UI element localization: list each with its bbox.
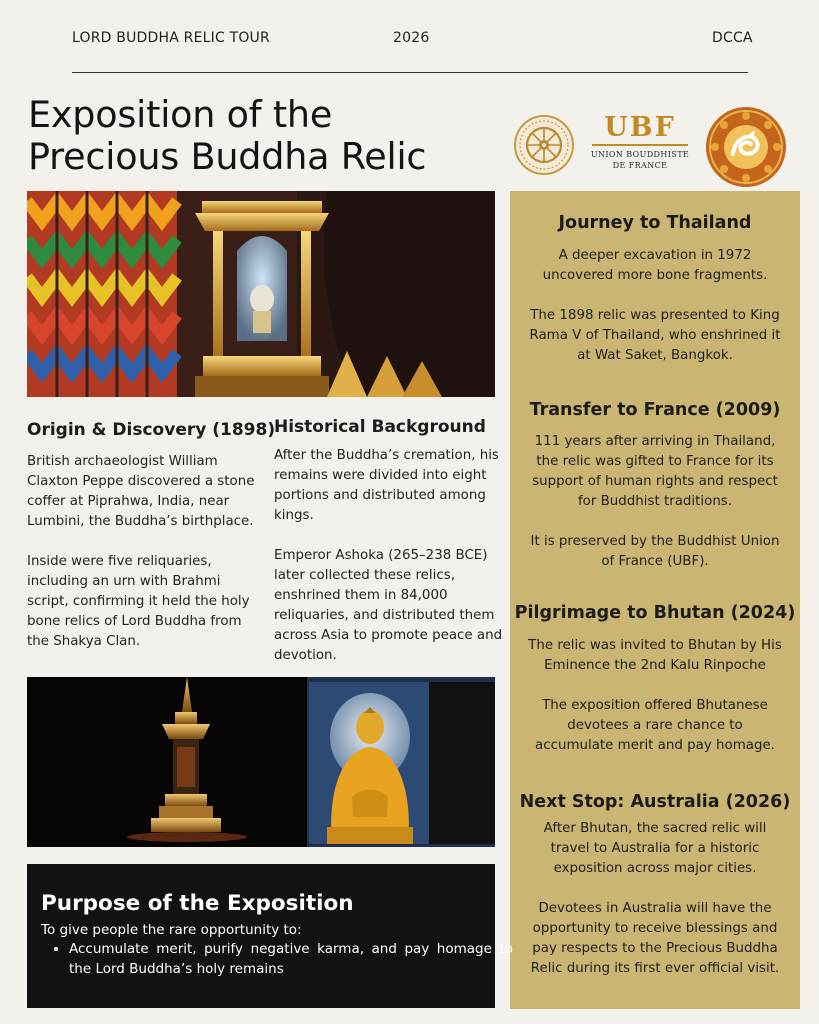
purpose-box <box>27 864 513 1008</box>
origin-heading: Origin & Discovery (1898) <box>27 420 276 440</box>
dharma-wheel-logo-icon <box>513 114 575 176</box>
australia-paragraph-2: Devotees in Australia will have the opportunity to receive blessings and pay respects to the Precious Buddha Relic during its first ever official visit. <box>530 901 780 976</box>
history-timeline-panel <box>510 191 800 1009</box>
history-body <box>274 446 512 686</box>
purpose-list <box>41 939 513 979</box>
page-title-line-1: Exposition of the <box>28 93 333 136</box>
dragon-seal-logo-icon <box>705 106 787 188</box>
france-section <box>510 400 800 592</box>
header-org: DCCA <box>712 30 753 46</box>
bhutan-paragraph-2: The exposition offered Bhutanese devotees a rare chance to accumulate merit and pay homage. <box>535 698 775 753</box>
bhutan-section <box>510 603 800 776</box>
australia-paragraph-1: After Bhutan, the sacred relic will travel to Australia for a historic exposition across major cities. <box>543 821 767 876</box>
header-tour-name: LORD BUDDHA RELIC TOUR <box>72 30 270 46</box>
page-title <box>28 94 426 178</box>
header-divider <box>72 72 748 73</box>
journey-paragraph-2: The 1898 relic was presented to King Rama V of Thailand, who enshrined it at Wat Saket, Bangkok. <box>529 308 781 363</box>
ubf-logo-line-2: DE FRANCE <box>612 161 668 170</box>
australia-section <box>510 792 800 999</box>
ubf-logo-rule <box>592 144 688 146</box>
purpose-intro: To give people the rare opportunity to: <box>41 922 302 938</box>
history-paragraph-1: After the Buddha’s cremation, his remains were divided into eight portions and distributed among kings. <box>274 448 499 523</box>
history-paragraph-2: Emperor Ashoka (265–238 BCE) later collected these relics, enshrined them in 84,000 reliquaries, and distributed them across Asia to promote peace and devotion. <box>274 548 503 663</box>
page-title-line-2: Precious Buddha Relic <box>28 135 427 178</box>
france-paragraph-1: 111 years after arriving in Thailand, the relic was gifted to France for its support of human rights and respect for Buddhist traditions. <box>532 434 778 509</box>
origin-paragraph-2: Inside were five reliquaries, including an urn with Brahmi script, confirming it held the holy bone relics of Lord Buddha from the Shakya Clan. <box>27 554 250 649</box>
purpose-heading: Purpose of the Exposition <box>41 891 354 916</box>
journey-paragraph-1: A deeper excavation in 1972 uncovered more bone fragments. <box>542 248 768 283</box>
australia-heading: Next Stop: Australia (2026) <box>519 792 791 812</box>
reliquary-and-buddha-photos <box>27 677 495 847</box>
bhutan-paragraph-1: The relic was invited to Bhutan by His Eminence the 2nd Kalu Rinpoche <box>528 638 782 673</box>
journey-section <box>510 213 800 386</box>
ubf-logo-mark: UBF <box>604 112 676 143</box>
france-heading: Transfer to France (2009) <box>529 400 781 420</box>
purpose-bullet-1: • Accumulate merit, purify negative karma, and pay homage to the Lord Buddha’s holy remains <box>69 939 513 979</box>
history-heading: Historical Background <box>274 417 486 437</box>
relic-shrine-photo <box>27 191 495 397</box>
journey-heading: Journey to Thailand <box>558 213 752 233</box>
bhutan-heading: Pilgrimage to Bhutan (2024) <box>514 603 796 623</box>
france-paragraph-2: It is preserved by the Buddhist Union of France (UBF). <box>530 534 780 569</box>
origin-body <box>27 452 265 672</box>
header-year: 2026 <box>393 30 430 46</box>
ubf-logo-line-1: UNION BOUDDHISTE <box>590 150 690 159</box>
ubf-logo <box>584 114 696 171</box>
origin-paragraph-1: British archaeologist William Claxton Peppe discovered a stone coffer at Piprahwa, India, near Lumbini, the Buddha’s birthplace. <box>27 454 255 529</box>
